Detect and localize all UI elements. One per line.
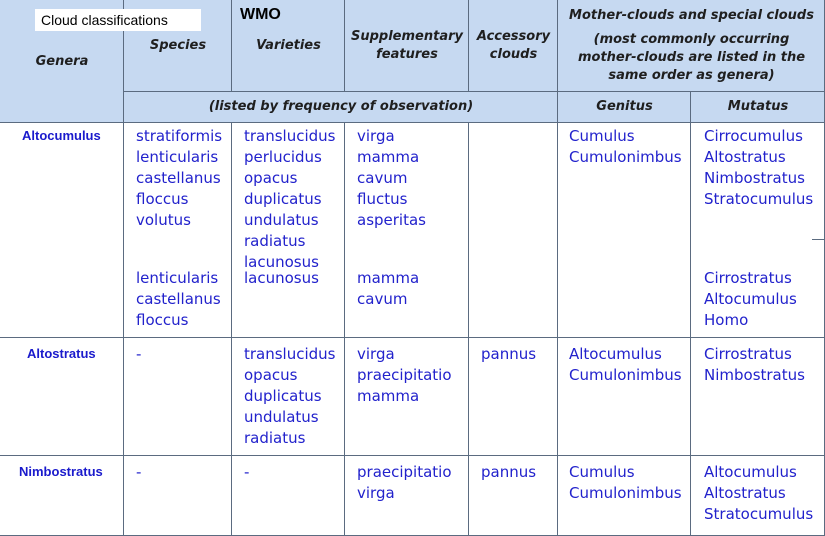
list-item: fluctus [357, 190, 408, 208]
genus-altostratus: Altostratus [27, 346, 96, 361]
list-item: volutus [136, 211, 191, 229]
list-item: Cumulonimbus [569, 148, 682, 166]
species-list [136, 462, 141, 483]
list-item: Nimbostratus [704, 366, 805, 384]
list-item: Altostratus [704, 484, 786, 502]
list-item: mamma [357, 148, 420, 166]
supplementary-list [357, 268, 419, 310]
list-item: floccus [136, 190, 189, 208]
varieties-list [244, 462, 249, 483]
list-item: Stratocumulus [704, 505, 814, 523]
mutatus-header: Mutatus [727, 99, 789, 114]
list-item: virga [357, 127, 395, 145]
list-item: Altocumulus [569, 345, 662, 363]
list-item: - [244, 463, 250, 481]
list-item: Cumulus [569, 127, 635, 145]
table-cell [469, 123, 558, 338]
list-item: asperitas [357, 211, 426, 229]
list-item: - [136, 463, 142, 481]
genitus-list [569, 344, 682, 386]
list-item: castellanus [136, 290, 221, 308]
table-cell [0, 123, 124, 338]
mother-note: (most commonly occurring mother-clouds are listed in the same order as genera) [577, 32, 806, 83]
list-item: Homo [704, 311, 749, 329]
supplementary-list [357, 462, 452, 504]
list-item: lacunosus [244, 269, 319, 287]
mutatus-list [704, 344, 805, 386]
accessory-header: Accessory clouds [476, 29, 551, 62]
genitus-header: Genitus [596, 99, 653, 114]
species-list [136, 126, 222, 231]
list-item: pannus [481, 463, 537, 481]
supplementary-list [357, 344, 452, 407]
mutatus-list [704, 126, 813, 210]
species-list [136, 344, 141, 365]
list-item: mamma [357, 269, 420, 287]
mutatus-list [704, 462, 813, 525]
list-item: translucidus [244, 345, 336, 363]
list-item: radiatus [244, 429, 306, 447]
species-header: Species [149, 38, 207, 53]
accessory-list [481, 462, 536, 483]
species-list [136, 268, 221, 331]
list-item: Cumulonimbus [569, 366, 682, 384]
list-item: pannus [481, 345, 537, 363]
list-item: cavum [357, 169, 408, 187]
list-item: castellanus [136, 169, 221, 187]
list-item: opacus [244, 366, 298, 384]
list-item: Altocumulus [704, 290, 797, 308]
list-item: duplicatus [244, 387, 322, 405]
genitus-list [569, 126, 682, 168]
list-item: Cumulus [569, 463, 635, 481]
list-item: Altocumulus [704, 463, 797, 481]
table-title: Cloud classifications [35, 9, 201, 31]
list-item: lacunosus [244, 253, 319, 271]
list-item: Altostratus [704, 148, 786, 166]
list-item: undulatus [244, 211, 319, 229]
list-item: virga [357, 484, 395, 502]
varieties-list [244, 268, 319, 289]
wmo-heading: WMO [240, 6, 281, 23]
list-item: stratiformis [136, 127, 223, 145]
genitus-list [569, 462, 682, 504]
supplementary-list [357, 126, 426, 231]
list-item: undulatus [244, 408, 319, 426]
list-item: Nimbostratus [704, 169, 805, 187]
list-item: Cumulonimbus [569, 484, 682, 502]
list-item: Cirrostratus [704, 269, 792, 287]
varieties-header: Varieties [256, 38, 321, 53]
list-item: duplicatus [244, 190, 322, 208]
mutatus-list [704, 268, 797, 331]
genera-header: Genera [35, 54, 89, 69]
list-item: Cirrocumulus [704, 127, 803, 145]
list-item: lenticularis [136, 269, 219, 287]
genus-nimbostratus: Nimbostratus [19, 464, 103, 479]
list-item: Stratocumulus [704, 190, 814, 208]
mother-header: Mother-clouds and special clouds [569, 8, 814, 23]
row-divider-mark [812, 239, 825, 240]
list-item: mamma [357, 387, 420, 405]
accessory-list [481, 344, 536, 365]
list-item: translucidus [244, 127, 336, 145]
varieties-list [244, 344, 336, 449]
frequency-note: (listed by frequency of observation) [208, 99, 474, 114]
genus-altocumulus: Altocumulus [22, 128, 101, 143]
list-item: cavum [357, 290, 408, 308]
varieties-list [244, 126, 336, 273]
list-item: opacus [244, 169, 298, 187]
list-item: radiatus [244, 232, 306, 250]
supplementary-header: Supplementary features [351, 29, 463, 62]
list-item: praecipitatio [357, 463, 452, 481]
list-item: - [136, 345, 142, 363]
list-item: perlucidus [244, 148, 322, 166]
list-item: floccus [136, 311, 189, 329]
list-item: lenticularis [136, 148, 219, 166]
list-item: praecipitatio [357, 366, 452, 384]
list-item: virga [357, 345, 395, 363]
list-item: Cirrostratus [704, 345, 792, 363]
